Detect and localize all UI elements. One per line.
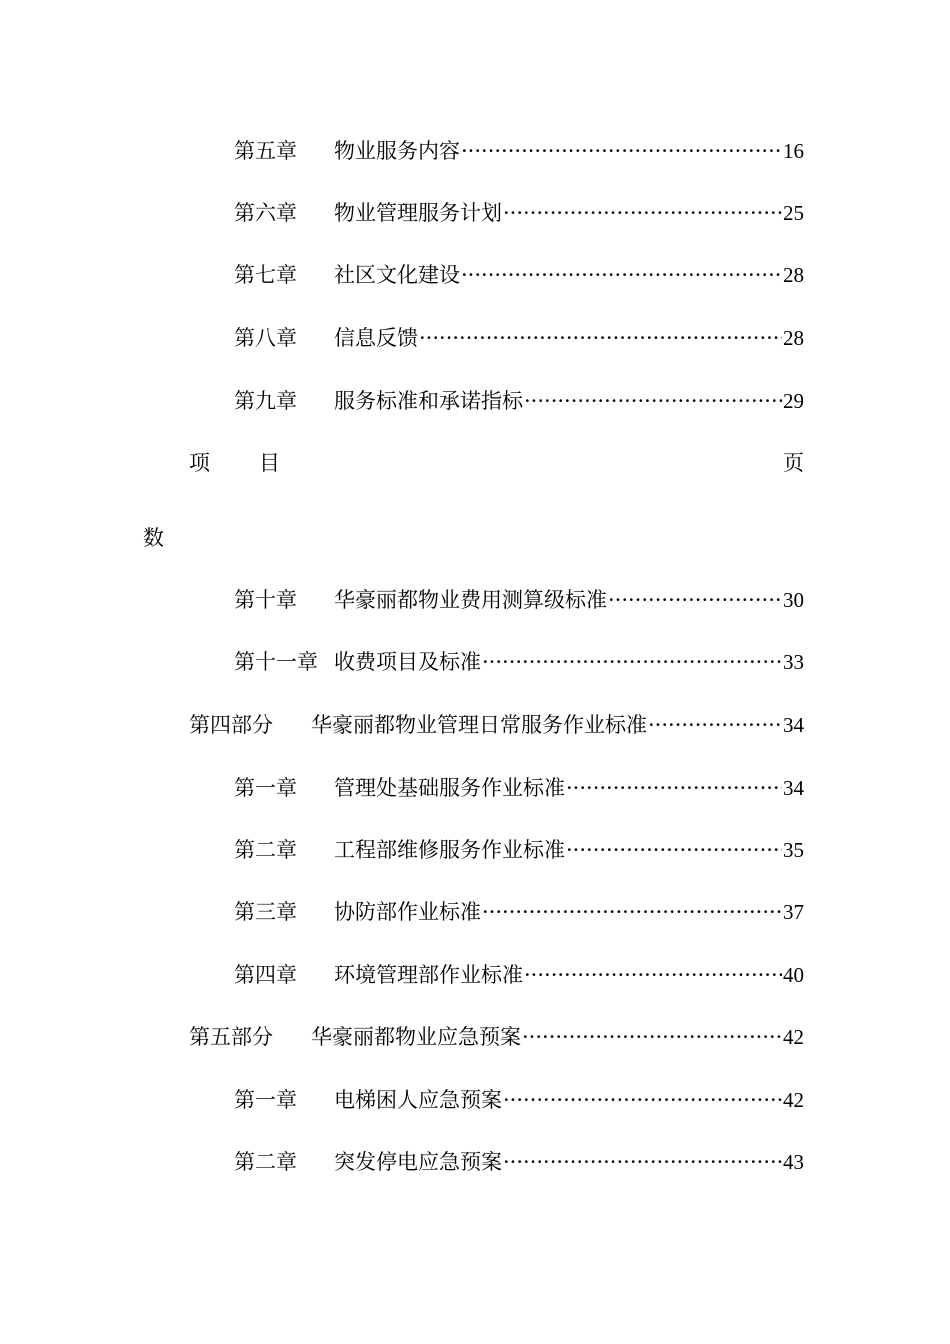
toc-entry[interactable]	[234, 772, 804, 804]
toc-entry[interactable]	[234, 646, 804, 678]
toc-entry-title: 突发停电应急预案	[334, 1150, 502, 1174]
toc-entry-title: 电梯困人应急预案	[334, 1088, 502, 1112]
toc-entry-page: 28	[783, 263, 804, 287]
toc-entry[interactable]	[234, 385, 804, 417]
column-header-shu: 数	[143, 526, 164, 550]
toc-entry-label: 第五部分	[189, 1025, 273, 1049]
dot-leader	[482, 646, 782, 678]
toc-entry-title: 华豪丽都物业管理日常服务作业标准	[311, 713, 647, 737]
toc-entry-page: 16	[783, 139, 804, 163]
toc-entry[interactable]	[234, 584, 804, 616]
column-header	[189, 447, 804, 479]
toc-entry-title: 工程部维修服务作业标准	[334, 838, 565, 862]
toc-entry-label: 第七章	[234, 263, 297, 287]
toc-entry-title: 华豪丽都物业应急预案	[311, 1025, 521, 1049]
dot-leader	[522, 1021, 782, 1053]
toc-entry-label: 第十一章	[234, 650, 318, 674]
dot-leader	[524, 959, 782, 991]
toc-entry[interactable]	[234, 322, 804, 354]
toc-entry-label: 第八章	[234, 326, 297, 350]
toc-entry-title: 管理处基础服务作业标准	[334, 776, 565, 800]
dot-leader	[566, 834, 782, 866]
toc-entry-page: 35	[783, 838, 804, 862]
toc-entry[interactable]	[234, 834, 804, 866]
toc-entry-label: 第十章	[234, 588, 297, 612]
toc-entry-page: 34	[783, 776, 804, 800]
dot-leader	[503, 1084, 782, 1116]
dot-leader	[419, 322, 782, 354]
toc-entry-label: 第四章	[234, 963, 297, 987]
dot-leader	[461, 259, 782, 291]
toc-entry-label: 第四部分	[189, 713, 273, 737]
toc-entry-label: 第二章	[234, 1150, 297, 1174]
toc-entry-label: 第二章	[234, 838, 297, 862]
toc-entry-title: 环境管理部作业标准	[334, 963, 523, 987]
toc-entry-title: 收费项目及标准	[334, 650, 481, 674]
toc-entry-page: 28	[783, 326, 804, 350]
dot-leader	[566, 772, 782, 804]
toc-entry[interactable]	[234, 959, 804, 991]
toc-entry-page: 33	[783, 650, 804, 674]
toc-entry-label: 第六章	[234, 201, 297, 225]
column-header-mu: 目	[259, 451, 280, 475]
toc-entry[interactable]	[234, 197, 804, 229]
toc-entry-page: 29	[783, 389, 804, 413]
dot-leader	[648, 709, 782, 741]
column-header-item: 项	[189, 451, 210, 475]
toc-part-entry[interactable]	[189, 1021, 804, 1053]
toc-entry-title: 物业服务内容	[334, 139, 460, 163]
dot-leader	[503, 197, 782, 229]
toc-entry-label: 第一章	[234, 1088, 297, 1112]
dot-leader	[608, 584, 782, 616]
toc-entry-page: 34	[783, 713, 804, 737]
toc-entry-title: 华豪丽都物业费用测算级标准	[334, 588, 607, 612]
toc-entry-page: 42	[783, 1025, 804, 1049]
toc-entry[interactable]	[234, 259, 804, 291]
toc-entry[interactable]	[234, 896, 804, 928]
toc-entry-label: 第九章	[234, 389, 297, 413]
toc-entry-title: 信息反馈	[334, 326, 418, 350]
toc-entry-title: 物业管理服务计划	[334, 201, 502, 225]
toc-entry-page: 43	[783, 1150, 804, 1174]
toc-entry-label: 第一章	[234, 776, 297, 800]
toc-part-entry[interactable]	[189, 709, 804, 741]
toc-entry-title: 服务标准和承诺指标	[334, 389, 523, 413]
toc-entry-label: 第三章	[234, 900, 297, 924]
toc-entry-page: 30	[783, 588, 804, 612]
toc-entry-label: 第五章	[234, 139, 297, 163]
toc-entry-title: 社区文化建设	[334, 263, 460, 287]
toc-entry[interactable]	[234, 1146, 804, 1178]
toc-entry-title: 协防部作业标准	[334, 900, 481, 924]
column-header-ye: 页	[783, 451, 804, 475]
dot-leader	[503, 1146, 782, 1178]
dot-leader	[482, 896, 782, 928]
toc-entry-page: 40	[783, 963, 804, 987]
dot-leader	[524, 385, 782, 417]
toc-entry[interactable]	[234, 1084, 804, 1116]
toc-entry-page: 25	[783, 201, 804, 225]
dot-leader	[461, 135, 782, 167]
toc-entry-page: 37	[783, 900, 804, 924]
toc-entry[interactable]	[234, 135, 804, 167]
toc-entry-page: 42	[783, 1088, 804, 1112]
